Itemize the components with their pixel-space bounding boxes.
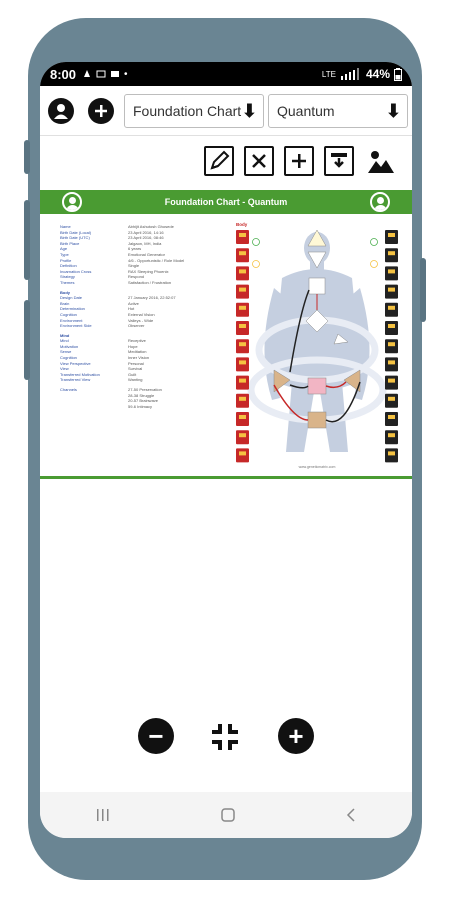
design-gate <box>236 285 249 299</box>
channel-item: 27-50 Preservation <box>128 387 162 393</box>
phone-screen <box>40 62 412 838</box>
sacral-center <box>308 378 326 394</box>
profile-button[interactable] <box>48 98 74 124</box>
zoom-in-button[interactable] <box>278 718 314 754</box>
chart-info-panel <box>60 224 240 409</box>
system-nav-bar <box>40 792 412 838</box>
network-label: LTE <box>321 69 336 79</box>
info-row-value: Jalgaon, MH, India <box>128 240 162 246</box>
status-bar <box>40 62 412 86</box>
planet-glyph-icon <box>239 451 246 455</box>
zoom-out-button[interactable] <box>138 718 174 754</box>
planet-glyph-icon <box>239 288 246 292</box>
info-row-value: Observer <box>128 323 145 329</box>
delete-button[interactable] <box>244 146 274 176</box>
planet-glyph-icon <box>239 324 246 328</box>
info-row-label: Cognition <box>60 311 77 317</box>
info-row-label: Cognition <box>60 355 77 361</box>
mind-heading: Mind <box>60 332 70 338</box>
chart-title: Foundation Chart - Quantum <box>164 197 288 207</box>
info-row-value: External Vision <box>128 311 155 317</box>
info-row-value: 23 April 2016, 14:16 <box>128 229 164 235</box>
plus-icon: + <box>288 720 304 751</box>
variant-select-value: Quantum <box>277 103 335 119</box>
info-row-value: 6 years <box>128 246 142 252</box>
battery-icon <box>394 68 402 81</box>
share-image-button[interactable] <box>366 146 396 176</box>
arrow-indicator <box>371 261 378 268</box>
channels-list <box>128 387 162 409</box>
chart-bottom-rule <box>40 476 412 479</box>
pencil-icon <box>208 150 230 172</box>
chart-type-select-value: Foundation Chart <box>133 103 242 119</box>
person-icon <box>62 192 82 212</box>
channels-label: Channels <box>60 387 77 393</box>
back-icon[interactable] <box>345 807 357 823</box>
planet-glyph-icon <box>388 397 395 401</box>
signal-icon <box>340 68 362 80</box>
download-icon <box>110 69 120 79</box>
info-row-value: Inner Vision <box>128 355 150 361</box>
planet-glyph-icon <box>239 251 246 255</box>
planet-glyph-icon <box>388 433 395 437</box>
planet-glyph-icon <box>239 269 246 273</box>
arrow-down-icon: ⬇ <box>385 101 401 121</box>
planet-glyph-icon <box>239 233 246 237</box>
info-row-label: Type <box>60 251 69 257</box>
phone-side-button <box>24 300 30 380</box>
arrow-indicator <box>371 239 378 246</box>
plus-icon <box>93 103 109 119</box>
info-row-value: RAX Sleeping Phoenix <box>128 268 169 274</box>
info-row-value: Single <box>128 263 140 269</box>
planet-glyph-icon <box>388 306 395 310</box>
info-row-value: Respond <box>128 274 145 280</box>
info-row-value: Emotional Generator <box>128 251 165 257</box>
info-row-label: Birth Place <box>60 240 80 246</box>
channel-item: 20-57 Brainwave <box>128 398 159 404</box>
info-row-label: Themes <box>60 279 75 285</box>
mind-info-rows <box>60 338 240 383</box>
chart-toolbar <box>40 136 412 182</box>
info-row-value: 27 January 2016, 22:52:07 <box>128 295 176 301</box>
root-center <box>308 412 326 428</box>
design-info-rows <box>60 295 240 329</box>
file-download-icon <box>329 151 349 171</box>
info-row-label: View Perspective <box>60 360 91 366</box>
planet-glyph-icon <box>388 379 395 383</box>
recent-apps-icon[interactable] <box>95 808 111 822</box>
info-row-label: Name <box>60 224 71 229</box>
info-row-value: Valleys - Wide <box>128 317 154 323</box>
edit-button[interactable] <box>204 146 234 176</box>
arrow-indicator <box>253 239 260 246</box>
info-row-value: Personal <box>128 360 144 366</box>
info-row-value: Wanting <box>128 377 143 383</box>
info-row-value: 23 April 2016, 08:46 <box>128 235 164 241</box>
planet-glyph-icon <box>388 360 395 364</box>
chart-type-select[interactable] <box>124 94 264 128</box>
phone-side-button <box>24 200 30 280</box>
zoom-controls <box>40 718 412 758</box>
info-row-label: Environment <box>60 317 83 323</box>
planet-glyph-icon <box>388 415 395 419</box>
throat-center <box>309 278 325 294</box>
info-row-label: Design Date <box>60 295 83 301</box>
bodygraph <box>234 220 400 472</box>
info-row-value: Abhijit Ashutosh Ghosede <box>128 224 174 229</box>
info-row-label: Transferred View <box>60 377 91 383</box>
info-row-label: Birth Date (UTC) <box>60 235 90 241</box>
info-row-value: Meditation <box>128 349 147 355</box>
info-row-value: Satisfaction / Frustration <box>128 279 172 285</box>
planet-glyph-icon <box>388 288 395 292</box>
image-icon <box>96 69 106 79</box>
personality-gates <box>385 230 398 462</box>
personality-gate <box>385 339 398 353</box>
arrow-down-icon: ⬇ <box>241 101 257 121</box>
info-row-value: Survival <box>128 366 143 372</box>
info-row <box>60 323 240 329</box>
info-row-value: Receptive <box>128 338 146 344</box>
design-gate <box>236 248 249 262</box>
planet-glyph-icon <box>388 451 395 455</box>
personality-gate <box>385 285 398 299</box>
personality-gate <box>385 430 398 444</box>
battery-percent: 44% <box>365 67 390 81</box>
info-row-label: Definition <box>60 263 77 269</box>
chart-info-rows <box>60 224 240 286</box>
info-row-label: Birth Date (Local) <box>60 229 92 235</box>
info-row-label: Brain <box>60 300 70 306</box>
design-gates <box>236 230 249 462</box>
phone-power-button <box>420 258 426 322</box>
minus-icon: − <box>148 720 164 751</box>
dot-icon: • <box>124 68 128 80</box>
info-row-value: Active <box>128 300 139 306</box>
save-pdf-button[interactable] <box>324 146 354 176</box>
info-row-value: 4/6 - Opportunistic / Role Model <box>128 257 185 263</box>
new-button[interactable] <box>284 146 314 176</box>
site-watermark: www.geneticmatrix.com <box>298 465 336 469</box>
design-gate <box>236 339 249 353</box>
add-chart-button[interactable] <box>88 98 114 124</box>
info-row-label: Profile <box>60 257 72 263</box>
info-row-value: Guilt <box>128 371 137 377</box>
planet-glyph-icon <box>388 233 395 237</box>
variant-select[interactable] <box>268 94 408 128</box>
add-box-icon <box>289 151 309 171</box>
personality-gate <box>385 248 398 262</box>
design-gate <box>236 430 249 444</box>
planet-glyph-icon <box>239 433 246 437</box>
chart-area[interactable] <box>40 214 412 476</box>
chart-header <box>40 190 412 214</box>
home-icon[interactable] <box>220 807 236 823</box>
planet-glyph-icon <box>239 306 246 310</box>
info-row-label: Strategy <box>60 274 75 280</box>
image-landscape-icon <box>367 148 395 174</box>
planet-glyph-icon <box>388 269 395 273</box>
person-icon <box>370 192 390 212</box>
info-row-value: Hot <box>128 306 135 312</box>
channel-item: 28-38 Struggle <box>128 392 155 398</box>
user-icon <box>51 101 71 121</box>
info-row-label: Transferred Motivation <box>60 371 100 377</box>
arrow-indicator <box>253 261 260 268</box>
body-label: Body <box>236 222 248 227</box>
planet-glyph-icon <box>388 324 395 328</box>
info-row-label: Motivation <box>60 343 79 349</box>
design-heading: Body <box>60 289 70 295</box>
info-row-label: Environment Side <box>60 323 92 329</box>
close-box-icon <box>249 151 269 171</box>
planet-glyph-icon <box>388 342 395 346</box>
info-row <box>60 280 240 286</box>
planet-glyph-icon <box>239 379 246 383</box>
planet-glyph-icon <box>239 415 246 419</box>
info-row-label: Incarnation Cross <box>60 268 92 274</box>
info-row-label: Mind <box>60 338 69 344</box>
planet-glyph-icon <box>239 342 246 346</box>
planet-glyph-icon <box>239 360 246 364</box>
info-row <box>60 377 240 383</box>
status-time: 8:00 <box>50 66 77 82</box>
phone-side-button <box>24 140 30 174</box>
planet-glyph-icon <box>388 251 395 255</box>
info-row-label: Age <box>60 246 68 252</box>
channel-item: 59-6 Intimacy <box>128 403 153 409</box>
app-bar <box>40 86 412 136</box>
notification-icon <box>82 69 92 79</box>
info-row-label: Sense <box>60 349 72 355</box>
planet-glyph-icon <box>239 397 246 401</box>
info-row-label: View <box>60 366 69 372</box>
info-row-value: Hope <box>128 343 138 349</box>
fit-screen-button[interactable] <box>208 720 242 754</box>
info-row-label: Determination <box>60 306 85 312</box>
